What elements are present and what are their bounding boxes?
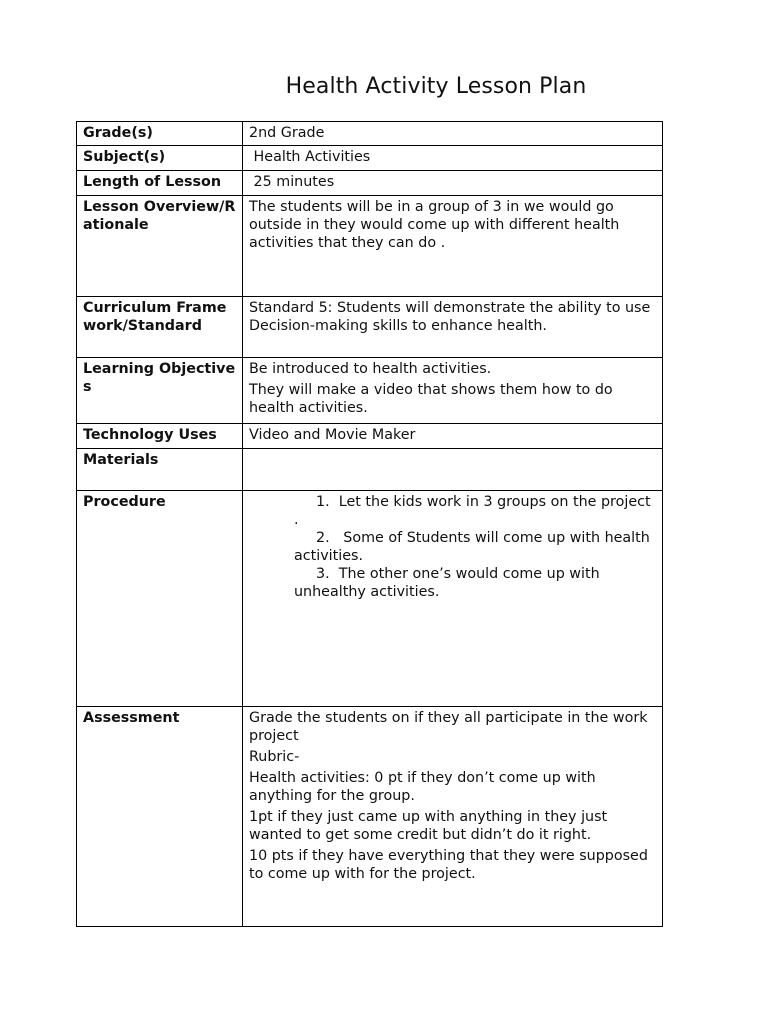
row-label-curriculum: Curriculum Framework/Standard bbox=[77, 297, 243, 358]
list-item-number: 3. bbox=[316, 566, 330, 582]
list-item-text: Let the kids work in 3 groups on the project . bbox=[294, 494, 651, 528]
row-value-overview: The students will be in a group of 3 in we would go outside in they would come up with different health activities that they can do . bbox=[243, 196, 663, 297]
row-value-grade: 2nd Grade bbox=[243, 122, 663, 146]
lesson-plan-table bbox=[76, 121, 663, 927]
list-item bbox=[249, 565, 656, 601]
list-item bbox=[249, 529, 656, 565]
assessment-line: 10 pts if they have everything that they were supposed to come up with for the project. bbox=[249, 848, 648, 882]
list-item-number: 1. bbox=[316, 494, 330, 510]
row-label-subject: Subject(s) bbox=[77, 146, 243, 171]
row-value-curriculum: Standard 5: Students will demonstrate the ability to use Decision-making skills to enhance health. bbox=[243, 297, 663, 358]
assessment-line: Grade the students on if they all participate in the work project bbox=[249, 710, 648, 744]
row-label-technology: Technology Uses bbox=[77, 424, 243, 449]
list-item bbox=[249, 493, 656, 529]
assessment-line: 1pt if they just came up with anything in they just wanted to get some credit but didn’t do it right. bbox=[249, 809, 608, 843]
row-label-overview: Lesson Overview/Rationale bbox=[77, 196, 243, 297]
row-value-length: 25 minutes bbox=[243, 171, 663, 196]
objective-line: They will make a video that shows them how to do health activities. bbox=[249, 382, 613, 416]
table-row-objectives bbox=[77, 358, 663, 424]
row-value-materials bbox=[243, 449, 663, 491]
page-title: Health Activity Lesson Plan bbox=[285, 74, 587, 99]
list-item-text: Some of Students will come up with health activities. bbox=[294, 530, 655, 564]
row-value-procedure bbox=[243, 491, 663, 707]
assessment-line: Rubric- bbox=[249, 749, 300, 765]
row-label-length: Length of Lesson bbox=[77, 171, 243, 196]
table-row-curriculum bbox=[77, 297, 663, 358]
table-row-assessment bbox=[77, 707, 663, 927]
row-value-objectives bbox=[243, 358, 663, 424]
row-label-materials: Materials bbox=[77, 449, 243, 491]
row-value-subject: Health Activities bbox=[243, 146, 663, 171]
table-row-overview bbox=[77, 196, 663, 297]
row-label-objectives: Learning Objectives bbox=[77, 358, 243, 424]
table-row-length bbox=[77, 171, 663, 196]
list-item-text: The other one’s would come up with unhealthy activities. bbox=[294, 566, 600, 600]
objective-line: Be introduced to health activities. bbox=[249, 361, 492, 377]
list-item-number: 2. bbox=[316, 530, 330, 546]
table-row-technology bbox=[77, 424, 663, 449]
row-label-grade: Grade(s) bbox=[77, 122, 243, 146]
table-row-subject bbox=[77, 146, 663, 171]
table-row-materials bbox=[77, 449, 663, 491]
row-value-technology: Video and Movie Maker bbox=[243, 424, 663, 449]
row-value-assessment bbox=[243, 707, 663, 927]
assessment-line: Health activities: 0 pt if they don’t come up with anything for the group. bbox=[249, 770, 596, 804]
row-label-assessment: Assessment bbox=[77, 707, 243, 927]
procedure-list bbox=[249, 493, 656, 601]
table-row-procedure bbox=[77, 491, 663, 707]
row-label-procedure: Procedure bbox=[77, 491, 243, 707]
table-row-grade bbox=[77, 122, 663, 146]
